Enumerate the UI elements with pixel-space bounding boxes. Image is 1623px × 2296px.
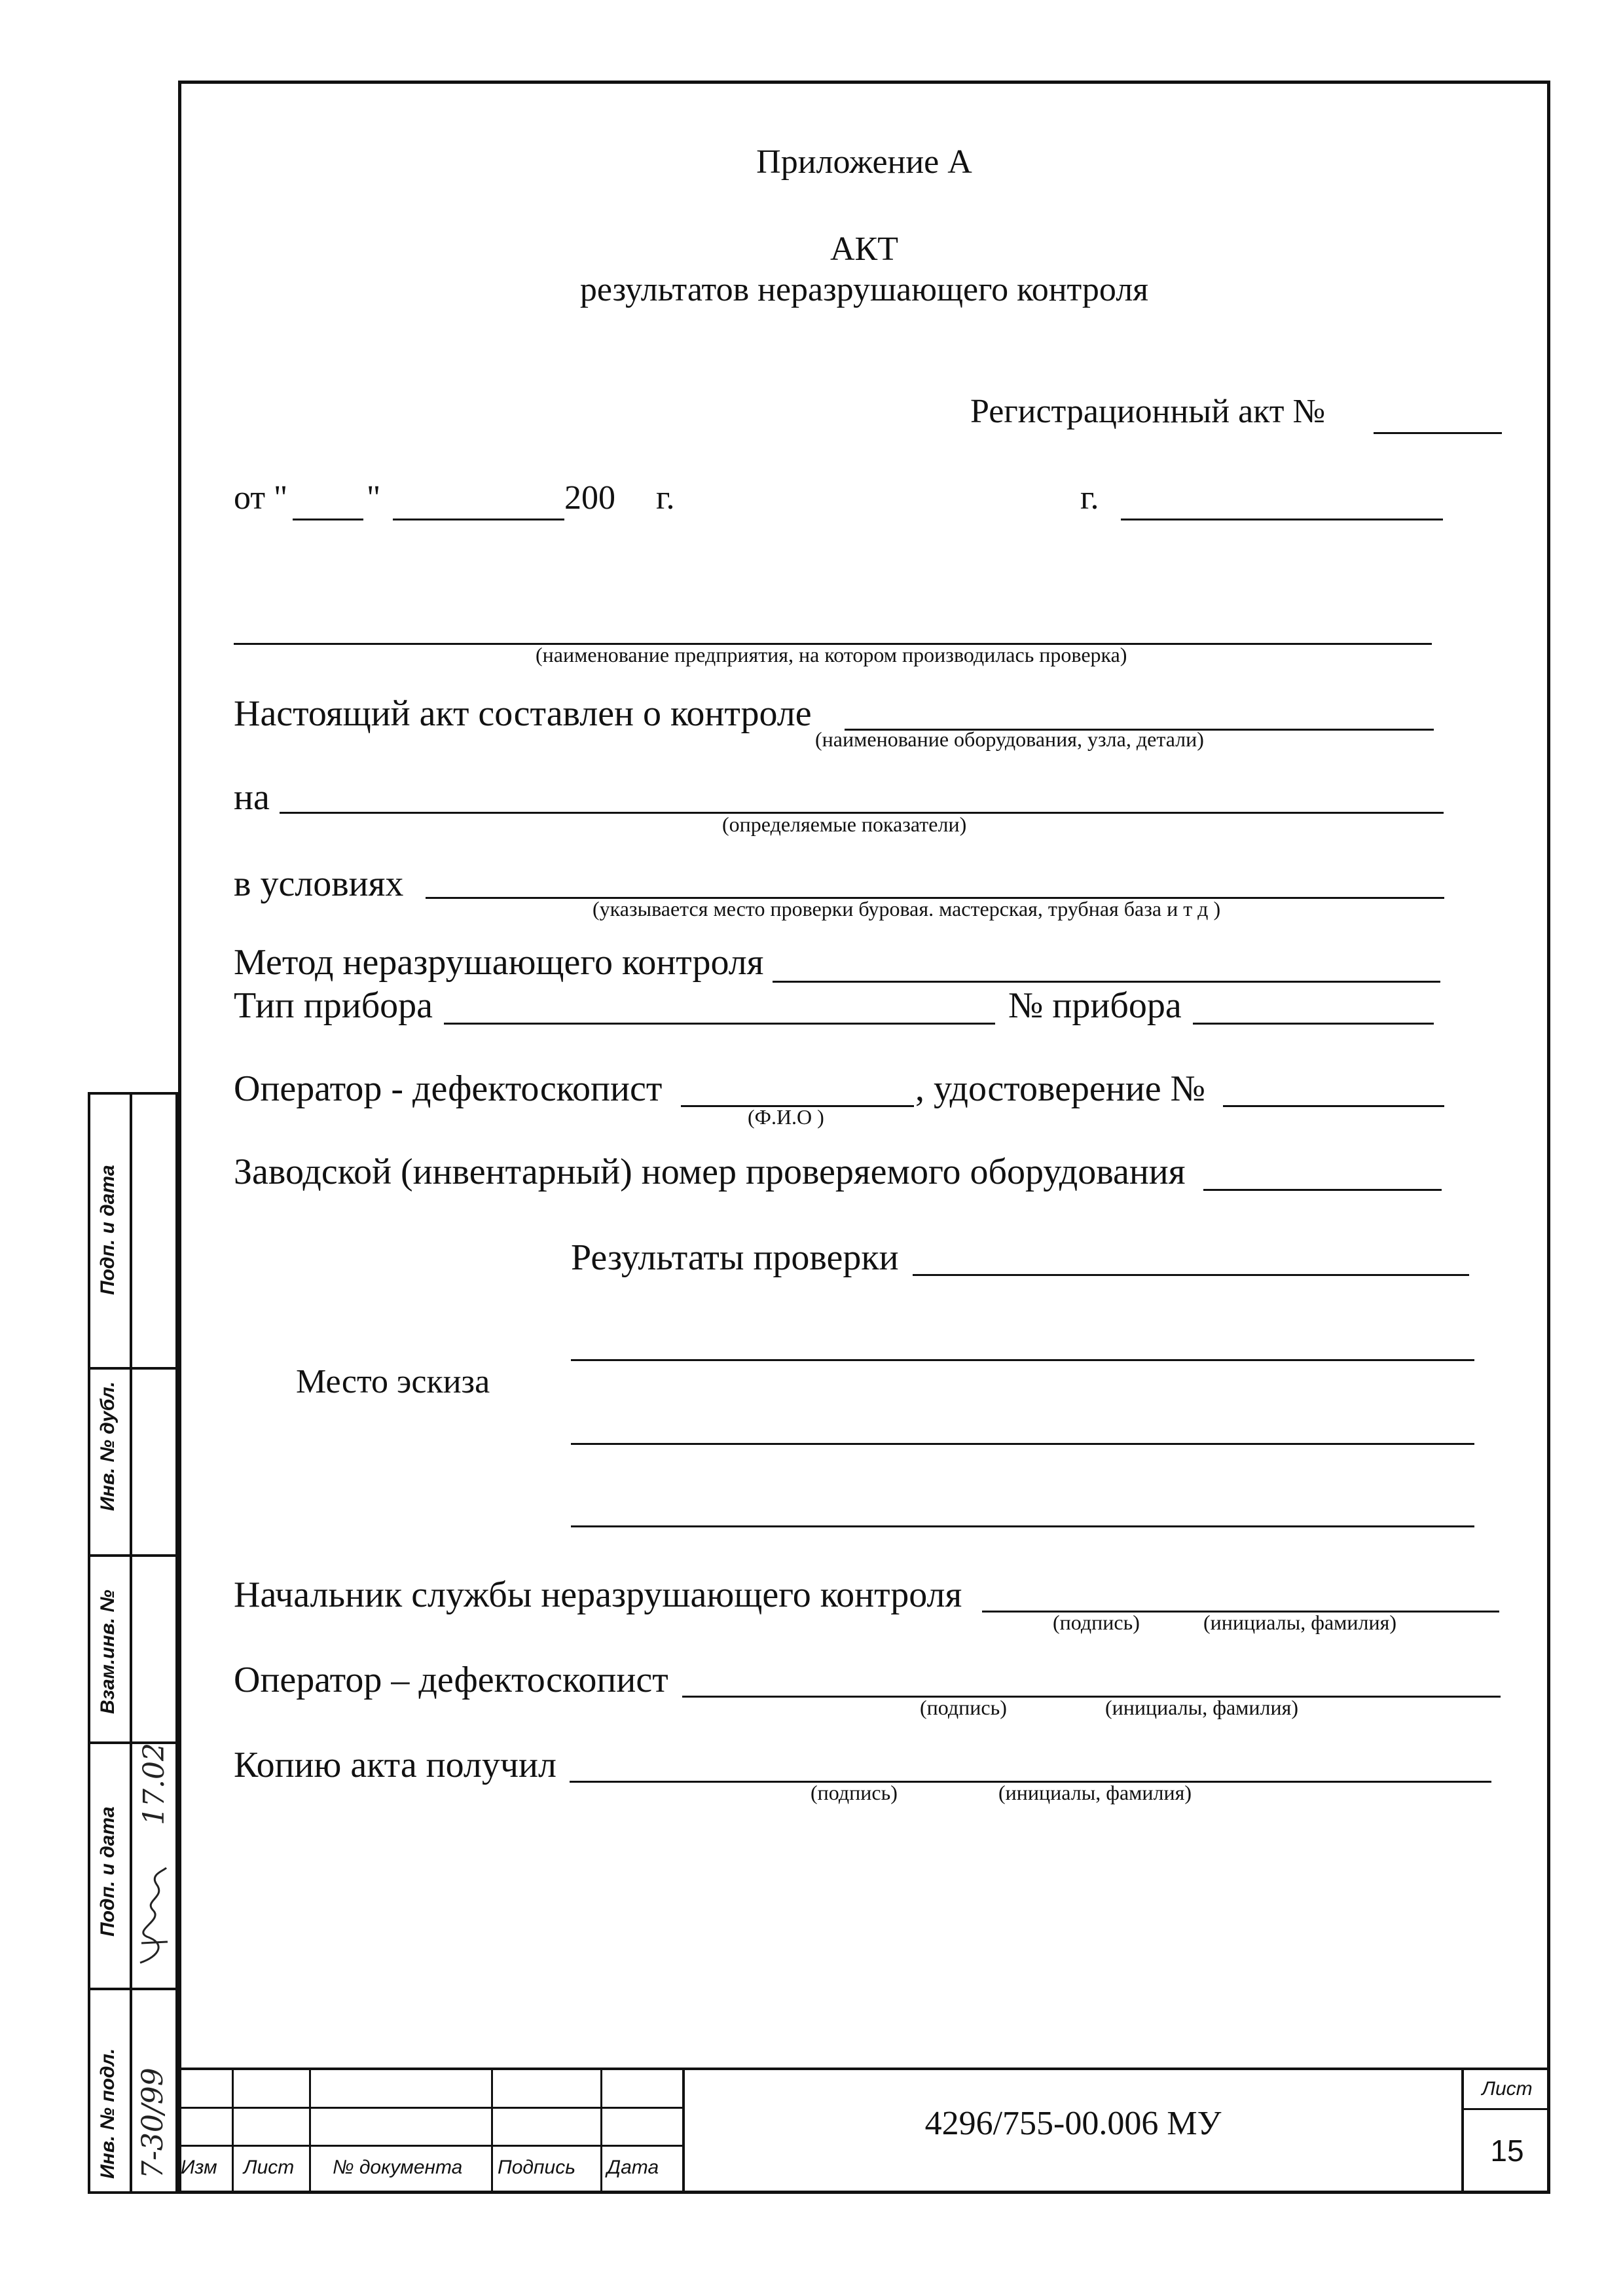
- handwritten-date: 17.02: [137, 1743, 171, 1825]
- head-signature-label: Начальник службы неразрушающего контроля: [234, 1575, 962, 1615]
- results-line-2[interactable]: [571, 1359, 1474, 1361]
- document-code: 4296/755-00.006 МУ: [924, 2105, 1222, 2142]
- col-document: № документа: [333, 2157, 463, 2178]
- side-label-2: Инв. № дубл.: [97, 1381, 119, 1511]
- equipment-caption: (наименование оборудования, узла, детали): [815, 727, 1204, 751]
- results-line-4[interactable]: [571, 1525, 1474, 1527]
- sheet-label: Лист: [1482, 2078, 1533, 2100]
- head-sign-caption: (подпись): [1053, 1611, 1140, 1634]
- copy-received-label: Копию акта получил: [234, 1745, 556, 1785]
- col-izm: Изм: [181, 2157, 217, 2178]
- document-title: АКТ: [830, 230, 898, 268]
- operator-signature-label: Оператор – дефектоскопист: [234, 1660, 668, 1700]
- results-line-1[interactable]: [913, 1274, 1469, 1276]
- enterprise-caption: (наименование предприятия, на котором производилась проверка): [536, 643, 1127, 666]
- handwritten-signature: [134, 1865, 174, 1969]
- on-label: на: [234, 777, 270, 818]
- head-name-caption: (инициалы, фамилия): [1203, 1611, 1397, 1634]
- date-month-line[interactable]: [393, 519, 564, 520]
- col-date: Дата: [607, 2157, 659, 2178]
- side-label-4: Подп. и дата: [97, 1806, 119, 1937]
- certificate-label: , удостоверение №: [915, 1068, 1205, 1109]
- operator-name-caption: (инициалы, фамилия): [1105, 1696, 1299, 1719]
- results-line-3[interactable]: [571, 1443, 1474, 1445]
- side-stamp: [88, 1092, 178, 2194]
- method-label: Метод неразрушающего контроля: [234, 942, 764, 983]
- fio-caption: (Ф.И.О ): [748, 1105, 824, 1129]
- sheet-number: 15: [1490, 2134, 1524, 2168]
- device-number-line[interactable]: [1193, 1023, 1434, 1025]
- results-label: Результаты проверки: [571, 1237, 899, 1278]
- sketch-label: Место эскиза: [296, 1363, 490, 1400]
- date-from-label: от ": [234, 479, 288, 517]
- method-line[interactable]: [773, 981, 1440, 983]
- operator-label: Оператор - дефектоскопист: [234, 1068, 663, 1109]
- side-label-3: Взам.инв. №: [97, 1590, 119, 1714]
- serial-label: Заводской (инвентарный) номер проверяемого оборудования: [234, 1152, 1186, 1192]
- col-list: Лист: [244, 2157, 295, 2178]
- side-label-1: Подп. и дата: [97, 1165, 119, 1295]
- side-label-5: Инв. № подл.: [97, 2048, 119, 2179]
- title-block: [178, 2068, 1550, 2194]
- city-line[interactable]: [1121, 519, 1443, 520]
- serial-line[interactable]: [1203, 1189, 1442, 1191]
- conditions-label: в условиях: [234, 864, 404, 904]
- date-year: 200: [564, 479, 615, 517]
- date-year-suffix: г.: [656, 479, 675, 517]
- date-day-line[interactable]: [293, 519, 363, 520]
- device-number-label: № прибора: [1008, 985, 1182, 1026]
- handwritten-inventory: 7-30/99: [136, 2068, 170, 2179]
- certificate-line[interactable]: [1223, 1105, 1444, 1107]
- conditions-caption: (указывается место проверки буровая. мастерская, трубная база и т д ): [593, 897, 1221, 920]
- device-type-label: Тип прибора: [234, 985, 433, 1026]
- registration-number-line[interactable]: [1374, 432, 1502, 434]
- operator-signature-line[interactable]: [682, 1696, 1501, 1698]
- copy-name-caption: (инициалы, фамилия): [998, 1781, 1192, 1804]
- device-type-line[interactable]: [444, 1023, 995, 1025]
- operator-sign-caption: (подпись): [920, 1696, 1007, 1719]
- col-signature: Подпись: [498, 2157, 575, 2178]
- date-quote: ": [367, 479, 381, 517]
- act-compiled-label: Настоящий акт составлен о контроле: [234, 693, 812, 734]
- page-frame: [178, 81, 1550, 2194]
- side-divider: [130, 1092, 132, 2194]
- document-subtitle: результатов неразрушающего контроля: [579, 271, 1149, 308]
- registration-label: Регистрационный акт №: [970, 393, 1326, 430]
- copy-sign-caption: (подпись): [811, 1781, 898, 1804]
- indicators-caption: (определяемые показатели): [722, 812, 967, 836]
- city-prefix: г.: [1080, 479, 1099, 517]
- appendix-label: Приложение А: [756, 143, 972, 181]
